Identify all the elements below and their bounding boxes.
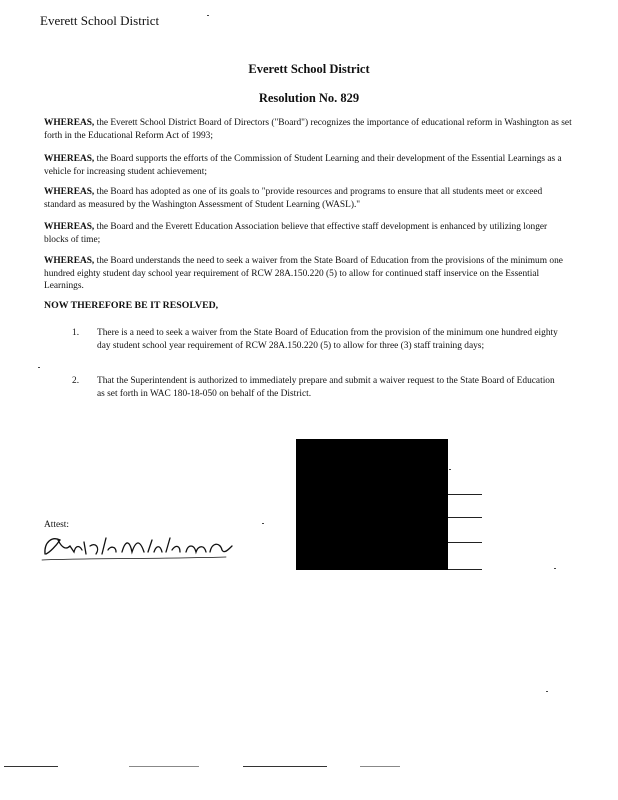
whereas-lead: WHEREAS, [44, 222, 95, 232]
footer-rule [360, 766, 400, 767]
footer-rule [4, 766, 58, 767]
scan-speck [207, 15, 209, 16]
whereas-text: the Everett School District Board of Directors ("Board") recognizes the importance of educational reform in Washington as set forth in the Educational Reform Act of 1993; [44, 118, 572, 141]
document-title: Everett School District [248, 62, 370, 76]
whereas-paragraph-3 [44, 186, 572, 211]
whereas-paragraph-5 [44, 255, 572, 293]
scan-speck [262, 523, 264, 524]
whereas-text: the Board has adopted as one of its goals to "provide resources and programs to ensure that all students meet or exceed standard as measured by the Washington Assessment of Student Learning (WASL)." [44, 187, 543, 210]
item-number: 2. [72, 376, 80, 386]
signature-line [448, 542, 482, 543]
whereas-lead: WHEREAS, [44, 154, 95, 164]
scan-speck [38, 367, 40, 368]
scan-speck [546, 691, 548, 692]
scan-speck [449, 469, 451, 470]
footer-rule [129, 766, 199, 767]
item-text: That the Superintendent is authorized to immediately prepare and submit a waiver request to the State Board of Education as set forth in WAC 180-18-050 on behalf of the District. [97, 376, 555, 399]
whereas-paragraph-2 [44, 153, 572, 178]
whereas-text: the Board supports the efforts of the Commission of Student Learning and their development of the Essential Learnings as a vehicle for increasing student achievement; [44, 154, 562, 177]
resolved-heading: NOW THEREFORE BE IT RESOLVED, [44, 300, 219, 311]
resolution-number: Resolution No. 829 [258, 91, 360, 105]
item-text: There is a need to seek a waiver from the State Board of Education from the provision of the minimum one hundred eighty day student school year requirement of RCW 28A.150.220 (5) to allow for three (3) staff training days; [97, 328, 558, 351]
scan-speck [554, 568, 556, 569]
footer-rule [243, 766, 327, 767]
page-header: Everett School District [40, 13, 160, 28]
item-number: 1. [72, 328, 80, 338]
signature-line [448, 494, 482, 495]
attest-label: Attest: [44, 520, 69, 530]
whereas-paragraph-4 [44, 221, 572, 246]
whereas-lead: WHEREAS, [44, 118, 95, 128]
handwritten-signature [40, 528, 240, 568]
whereas-lead: WHEREAS, [44, 187, 95, 197]
redaction-block [296, 439, 448, 570]
whereas-text: the Board and the Everett Education Association believe that effective staff development is enhanced by utilizing longer blocks of time; [44, 222, 548, 245]
whereas-paragraph-1 [44, 117, 572, 142]
signature-line [448, 569, 482, 570]
whereas-lead: WHEREAS, [44, 256, 95, 266]
signature-line [448, 517, 482, 518]
whereas-text: the Board understands the need to seek a waiver from the State Board of Education from the provisions of the minimum one hundred eighty student day school year requirement of RCW 28A.150.220 (5) to allow for continued staff inservice on the Essential Learnings. [44, 256, 563, 291]
